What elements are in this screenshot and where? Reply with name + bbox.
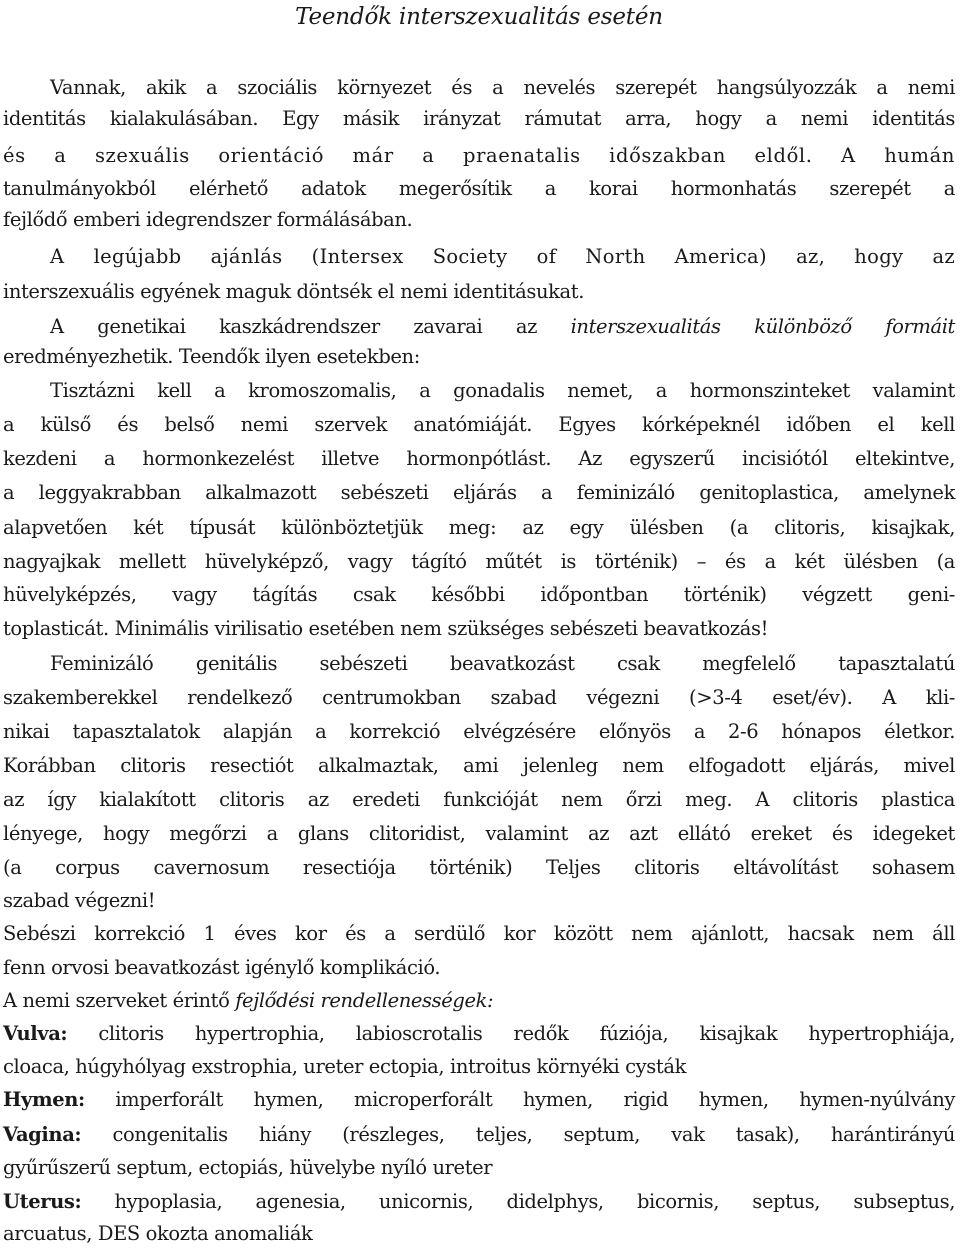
paragraph-line: arcuatus, DES okozta anomaliák <box>3 1222 313 1245</box>
paragraph-line: fejlődő emberi idegrendszer formálásában. <box>3 208 413 231</box>
hymen-entry <box>3 1085 955 1115</box>
vagina-entry <box>3 1120 955 1150</box>
text-span: A genetikai kaszkádrendszer zavarai az <box>50 315 571 338</box>
paragraph-line: a külső és belső nemi szervek anatómiáját. Egyes kórképeknél időben el kell <box>3 413 955 436</box>
paragraph-line: a leggyakrabban alkalmazott sebészeti eljárás a feminizáló genitoplastica, amelynek <box>3 481 955 504</box>
paragraph-line: nikai tapasztalatok alapján a korrekció elvégzésére előnyös a 2-6 hónapos életkor. <box>3 720 955 743</box>
paragraph-line: (a corpus cavernosum resectiója történik) Teljes clitoris eltávolítást sohasem <box>3 856 955 879</box>
term-label: Uterus: <box>3 1190 82 1213</box>
paragraph-line: alapvetően két típusát különböztetjük meg: az egy ülésben (a clitoris, kisajkak, <box>3 516 955 539</box>
uterus-entry <box>3 1187 955 1217</box>
paragraph-line: hüvelyképzés, vagy tágítás csak későbbi időpontban történik) végzett geni- <box>3 583 955 606</box>
term-label: Vagina: <box>3 1123 82 1146</box>
paragraph-line: szabad végezni! <box>3 889 156 912</box>
term-label: Hymen: <box>3 1088 85 1111</box>
paragraph-line: Vannak, akik a szociális környezet és a nevelés szerepét hangsúlyozzák a nemi <box>50 76 955 99</box>
paragraph-line: tanulmányokból elérhető adatok megerősítik a korai hormonhatás szerepét a <box>3 177 955 200</box>
paragraph-line: Korábban clitoris resectiót alkalmaztak, ami jelenleg nem elfogadott eljárás, mivel <box>3 754 955 777</box>
paragraph-line: Sebészi korrekció 1 éves kor és a serdülő kor között nem ajánlott, hacsak nem áll <box>3 922 955 945</box>
text-span: A nemi szerveket érintő <box>3 989 236 1012</box>
term-text: congenitalis hiány (részleges, teljes, septum, vak tasak), harántirányú <box>81 1123 955 1146</box>
italic-text: interszexualitás különböző formáit <box>570 315 955 338</box>
paragraph-line: kezdeni a hormonkezelést illetve hormonpótlást. Az egyszerű incisiótól eltekintve, <box>3 447 955 470</box>
paragraph-line: lényege, hogy megőrzi a glans clitoridist, valamint az azt ellátó ereket és idegeket <box>3 822 955 845</box>
term-text: clitoris hypertrophia, labioscrotalis redők fúziója, kisajkak hypertrophiája, <box>67 1022 955 1045</box>
italic-text: fejlődési rendellenességek: <box>235 989 494 1012</box>
paragraph-line: Feminizáló genitális sebészeti beavatkozást csak megfelelő tapasztalatú <box>50 652 955 675</box>
paragraph-line: nagyajkak mellett hüvelyképző, vagy tágító műtét is történik) – és a két ülésben (a <box>3 550 955 573</box>
vulva-entry <box>3 1019 955 1049</box>
term-text: imperforált hymen, microperforált hymen, rigid hymen, hymen-nyúlvány <box>84 1088 955 1111</box>
term-text: hypoplasia, agenesia, unicornis, didelphys, bicornis, septus, subseptus, <box>81 1190 955 1213</box>
paragraph-line: identitás kialakulásában. Egy másik irányzat rámutat arra, hogy a nemi identitás <box>3 107 955 130</box>
paragraph-line: cloaca, húgyhólyag exstrophia, ureter ectopia, introitus környéki cysták <box>3 1055 686 1078</box>
paragraph-line <box>50 312 955 342</box>
term-label: Vulva: <box>3 1022 68 1045</box>
paragraph-line: Tisztázni kell a kromoszomalis, a gonadalis nemet, a hormonszinteket valamint <box>50 379 955 402</box>
paragraph-line: A legújabb ajánlás (Intersex Society of North America) az, hogy az <box>50 245 955 268</box>
paragraph-line: eredményezhetik. Teendők ilyen esetekben: <box>3 345 420 368</box>
paragraph-line: interszexuális egyének maguk döntsék el nemi identitásukat. <box>3 280 585 303</box>
paragraph-line: az így kialakított clitoris az eredeti funkcióját nem őrzi meg. A clitoris plastica <box>3 788 955 811</box>
paragraph-line: és a szexuális orientáció már a praenatalis időszakban eldől. A humán <box>3 144 955 167</box>
paragraph-line: szakemberekkel rendelkező centrumokban szabad végezni (>3-4 eset/év). A kli- <box>3 686 955 709</box>
paragraph-line: gyűrűszerű septum, ectopiás, hüvelybe nyíló ureter <box>3 1156 493 1179</box>
page-title: Teendők interszexualitás esetén <box>295 4 663 30</box>
paragraph-line: toplasticát. Minimális virilisatio esetében nem szükséges sebészeti beavatkozás! <box>3 617 769 640</box>
paragraph-line: fenn orvosi beavatkozást igénylő komplikáció. <box>3 956 441 979</box>
malformations-heading <box>3 986 955 1016</box>
